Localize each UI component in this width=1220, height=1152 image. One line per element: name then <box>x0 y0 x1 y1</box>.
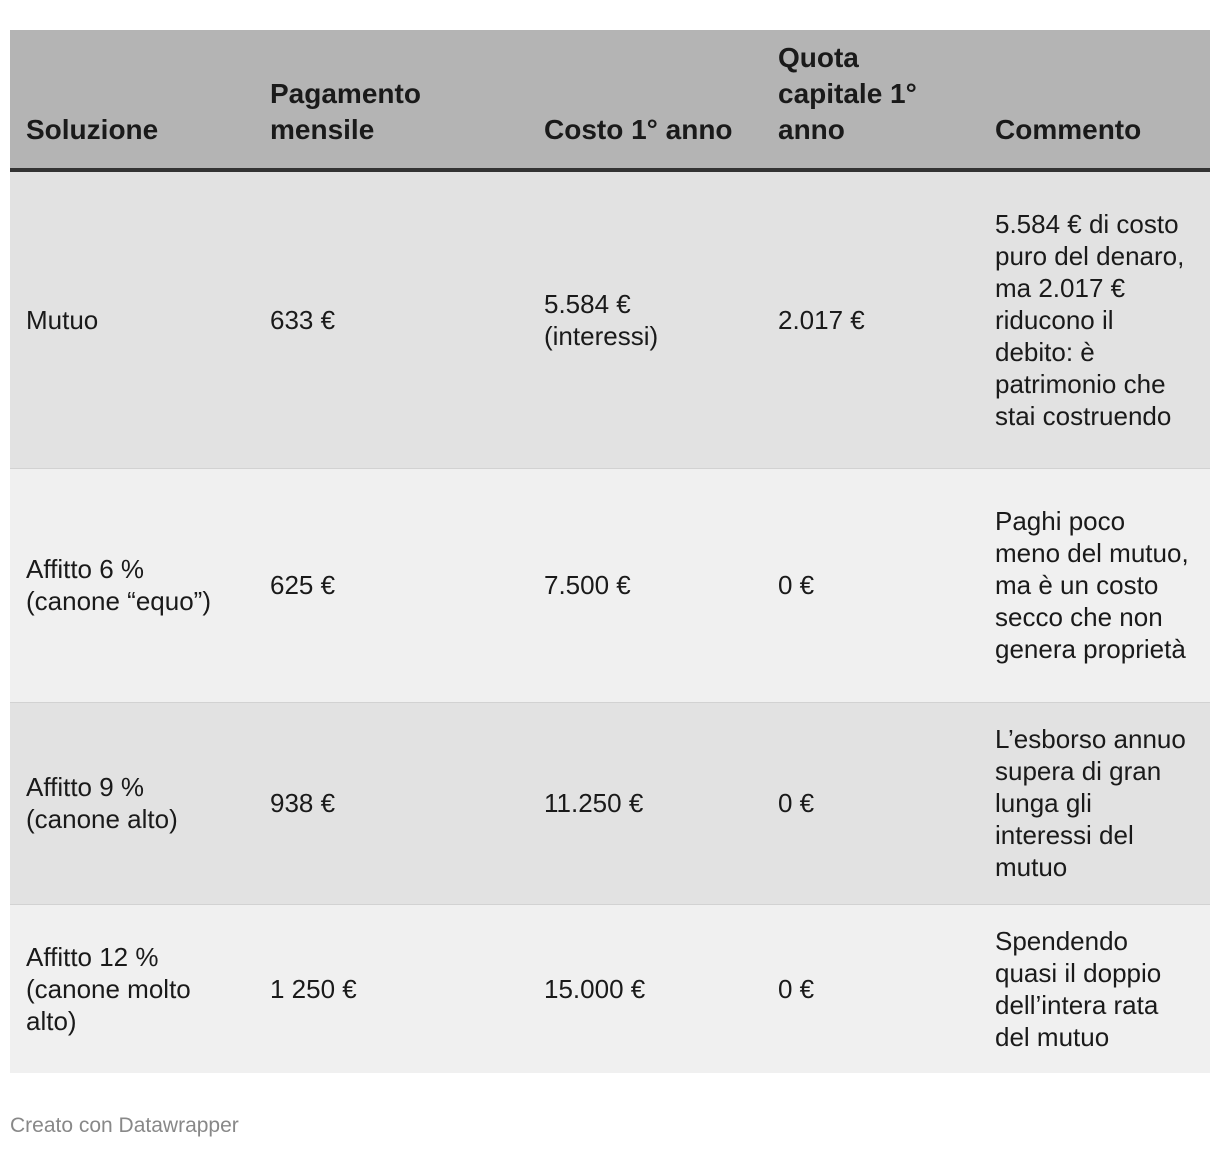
cell-commento: Spendendo quasi il doppio dell’intera rata del mutuo <box>979 904 1210 1073</box>
header-costo-primo-anno[interactable]: Costo 1° anno <box>528 30 762 170</box>
cell-costo: 15.000 € <box>528 904 762 1073</box>
header-quota-capitale[interactable]: Quota capitale 1° anno <box>762 30 979 170</box>
cell-costo: 7.500 € <box>528 468 762 702</box>
cell-quota: 0 € <box>762 904 979 1073</box>
cell-costo: 5.584 € (interessi) <box>528 170 762 468</box>
comparison-table <box>10 30 1210 1073</box>
cell-soluzione: Affitto 12 % (canone molto alto) <box>10 904 254 1073</box>
header-commento[interactable]: Commento <box>979 30 1210 170</box>
cell-pagamento: 1 250 € <box>254 904 528 1073</box>
table-body <box>10 170 1210 1073</box>
cell-soluzione: Affitto 6 % (canone “equo”) <box>10 468 254 702</box>
cell-quota: 0 € <box>762 468 979 702</box>
cell-pagamento: 625 € <box>254 468 528 702</box>
table-row-affitto-12 <box>10 904 1210 1073</box>
cell-commento: Paghi poco meno del mutuo, ma è un costo secco che non genera proprietà <box>979 468 1210 702</box>
cell-soluzione: Affitto 9 % (canone alto) <box>10 702 254 904</box>
cell-commento: L’esborso annuo supera di gran lunga gli interessi del mutuo <box>979 702 1210 904</box>
cell-costo: 11.250 € <box>528 702 762 904</box>
comparison-table-container <box>10 30 1210 1073</box>
cell-pagamento: 633 € <box>254 170 528 468</box>
cell-quota: 0 € <box>762 702 979 904</box>
header-soluzione[interactable]: Soluzione <box>10 30 254 170</box>
cell-commento: 5.584 € di costo puro del denaro, ma 2.017 € riducono il debito: è patrimonio che stai costruendo <box>979 170 1210 468</box>
datawrapper-credit: Creato con Datawrapper <box>10 1114 239 1137</box>
header-row <box>10 30 1210 170</box>
table-row-affitto-9 <box>10 702 1210 904</box>
header-pagamento-mensile[interactable]: Pagamento mensile <box>254 30 528 170</box>
cell-quota: 2.017 € <box>762 170 979 468</box>
table-row-mutuo <box>10 170 1210 468</box>
cell-soluzione: Mutuo <box>10 170 254 468</box>
table-header <box>10 30 1210 170</box>
cell-pagamento: 938 € <box>254 702 528 904</box>
table-row-affitto-6 <box>10 468 1210 702</box>
